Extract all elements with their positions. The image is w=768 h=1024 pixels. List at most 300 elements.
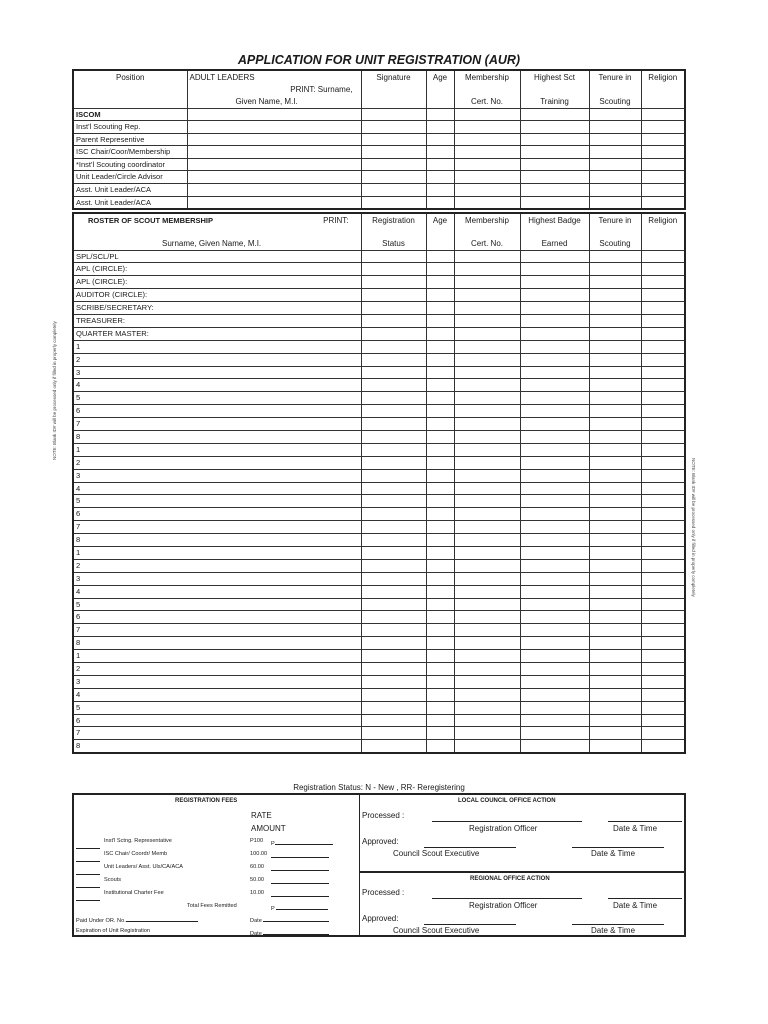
entry-cell[interactable] xyxy=(589,585,641,598)
table-row xyxy=(73,559,685,572)
entry-cell[interactable] xyxy=(361,302,426,315)
regional-council-exec: Council Scout Executive xyxy=(393,926,480,935)
entry-cell[interactable] xyxy=(589,302,641,315)
row-label: 3 xyxy=(73,366,361,379)
entry-cell[interactable] xyxy=(589,276,641,289)
paid-date-field[interactable]: Date xyxy=(250,915,329,924)
col-scouting: Scouting xyxy=(599,96,631,106)
entry-cell[interactable] xyxy=(520,559,589,572)
entry-cell[interactable] xyxy=(641,482,685,495)
entry-cell[interactable] xyxy=(454,263,520,276)
office-action-panel xyxy=(360,795,684,935)
entry-cell[interactable] xyxy=(454,727,520,740)
entry-cell[interactable] xyxy=(454,482,520,495)
entry-cell[interactable] xyxy=(589,663,641,676)
entry-cell[interactable] xyxy=(520,405,589,418)
entry-cell[interactable] xyxy=(361,327,426,340)
entry-cell[interactable] xyxy=(426,688,454,701)
entry-cell[interactable] xyxy=(589,482,641,495)
entry-cell[interactable] xyxy=(520,740,589,753)
entry-cell[interactable] xyxy=(520,572,589,585)
col-membership: Membership xyxy=(464,216,509,225)
entry-cell[interactable] xyxy=(426,585,454,598)
entry-cell[interactable] xyxy=(520,714,589,727)
col-age: Age xyxy=(432,216,448,225)
table-row xyxy=(73,392,685,405)
entry-cell[interactable] xyxy=(361,314,426,327)
entry-cell[interactable] xyxy=(454,598,520,611)
entry-cell[interactable] xyxy=(520,456,589,469)
entry-cell[interactable] xyxy=(426,559,454,572)
table-row xyxy=(73,276,685,289)
row-label: 6 xyxy=(73,714,361,727)
entry-cell[interactable] xyxy=(520,340,589,353)
entry-cell[interactable] xyxy=(361,456,426,469)
row-label: 4 xyxy=(73,379,361,392)
entry-cell[interactable] xyxy=(589,456,641,469)
row-label: SCRIBE/SECRETARY: xyxy=(73,302,361,315)
entry-cell[interactable] xyxy=(641,418,685,431)
row-label: SPL/SCL/PL xyxy=(73,250,361,263)
entry-cell[interactable] xyxy=(426,405,454,418)
entry-cell[interactable] xyxy=(589,405,641,418)
entry-cell[interactable] xyxy=(520,663,589,676)
entry-cell[interactable] xyxy=(641,508,685,521)
entry-cell[interactable] xyxy=(426,263,454,276)
entry-cell[interactable] xyxy=(426,701,454,714)
row-label: 1 xyxy=(73,443,361,456)
row-label: Asst. Unit Leader/ACA xyxy=(73,184,187,197)
entry-cell[interactable] xyxy=(454,443,520,456)
entry-cell[interactable] xyxy=(520,637,589,650)
entry-cell[interactable] xyxy=(361,392,426,405)
col-cert-no: Cert. No. xyxy=(470,96,503,106)
roster-title: ROSTER OF SCOUT MEMBERSHIP xyxy=(88,216,214,225)
entry-cell[interactable] xyxy=(589,495,641,508)
entry-cell[interactable] xyxy=(641,559,685,572)
entry-cell[interactable] xyxy=(641,546,685,559)
entry-cell[interactable] xyxy=(361,663,426,676)
entry-cell[interactable] xyxy=(520,611,589,624)
entry-cell[interactable] xyxy=(426,379,454,392)
entry-cell[interactable] xyxy=(426,495,454,508)
entry-cell[interactable] xyxy=(454,392,520,405)
fee-item-amount[interactable] xyxy=(271,864,329,873)
entry-cell[interactable] xyxy=(426,740,454,753)
table-row xyxy=(73,624,685,637)
entry-cell[interactable] xyxy=(361,546,426,559)
entry-cell[interactable] xyxy=(454,534,520,547)
entry-cell[interactable] xyxy=(589,314,641,327)
entry-cell[interactable] xyxy=(361,482,426,495)
entry-cell[interactable] xyxy=(641,430,685,443)
entry-cell[interactable] xyxy=(589,263,641,276)
entry-cell[interactable] xyxy=(520,302,589,315)
entry-cell[interactable] xyxy=(520,675,589,688)
entry-cell[interactable] xyxy=(520,276,589,289)
fee-item-rate: 100.00 xyxy=(250,851,268,857)
entry-cell[interactable] xyxy=(641,727,685,740)
entry-cell[interactable] xyxy=(426,637,454,650)
entry-cell[interactable] xyxy=(426,598,454,611)
entry-cell[interactable] xyxy=(361,366,426,379)
total-fees-label: Total Fees Remitted xyxy=(187,903,237,909)
entry-cell[interactable] xyxy=(361,276,426,289)
entry-cell[interactable] xyxy=(589,598,641,611)
entry-cell[interactable] xyxy=(426,366,454,379)
entry-cell[interactable] xyxy=(361,740,426,753)
table-row xyxy=(73,353,685,366)
entry-cell[interactable] xyxy=(426,340,454,353)
entry-cell[interactable] xyxy=(361,289,426,302)
entry-cell[interactable] xyxy=(589,379,641,392)
entry-cell[interactable] xyxy=(641,379,685,392)
entry-cell[interactable] xyxy=(520,263,589,276)
entry-cell[interactable] xyxy=(589,688,641,701)
entry-cell[interactable] xyxy=(520,418,589,431)
entry-cell[interactable] xyxy=(426,611,454,624)
entry-cell[interactable] xyxy=(589,534,641,547)
entry-cell[interactable] xyxy=(361,353,426,366)
entry-cell[interactable] xyxy=(361,701,426,714)
entry-cell[interactable] xyxy=(641,456,685,469)
entry-cell[interactable] xyxy=(454,495,520,508)
entry-cell[interactable] xyxy=(641,521,685,534)
entry-cell[interactable] xyxy=(361,469,426,482)
table-row xyxy=(73,302,685,315)
entry-cell[interactable] xyxy=(426,482,454,495)
entry-cell[interactable] xyxy=(520,482,589,495)
entry-cell[interactable] xyxy=(361,675,426,688)
entry-cell[interactable] xyxy=(520,688,589,701)
entry-cell[interactable] xyxy=(361,405,426,418)
entry-cell[interactable] xyxy=(426,353,454,366)
entry-cell[interactable] xyxy=(520,585,589,598)
entry-cell[interactable] xyxy=(641,366,685,379)
col-training: Training xyxy=(540,96,569,106)
entry-cell[interactable] xyxy=(426,546,454,559)
entry-cell[interactable] xyxy=(520,546,589,559)
entry-cell[interactable] xyxy=(641,650,685,663)
entry-cell[interactable] xyxy=(589,650,641,663)
entry-cell[interactable] xyxy=(589,392,641,405)
entry-cell[interactable] xyxy=(426,714,454,727)
entry-cell[interactable] xyxy=(361,714,426,727)
entry-cell[interactable] xyxy=(641,314,685,327)
entry-cell[interactable] xyxy=(361,443,426,456)
entry-cell[interactable] xyxy=(454,314,520,327)
entry-cell[interactable] xyxy=(454,366,520,379)
expiration-date-field[interactable]: Date xyxy=(250,928,329,937)
table-row xyxy=(73,314,685,327)
entry-cell[interactable] xyxy=(361,572,426,585)
entry-cell[interactable] xyxy=(589,624,641,637)
entry-cell[interactable] xyxy=(426,392,454,405)
table-row xyxy=(73,184,685,197)
entry-cell[interactable] xyxy=(589,418,641,431)
table-row xyxy=(73,637,685,650)
entry-cell[interactable] xyxy=(520,469,589,482)
entry-cell[interactable] xyxy=(641,740,685,753)
entry-cell[interactable] xyxy=(361,430,426,443)
entry-cell[interactable] xyxy=(520,727,589,740)
office-divider xyxy=(360,871,684,873)
entry-cell[interactable] xyxy=(426,430,454,443)
entry-cell[interactable] xyxy=(641,405,685,418)
row-label: 5 xyxy=(73,495,361,508)
entry-cell[interactable] xyxy=(589,546,641,559)
entry-cell[interactable] xyxy=(426,521,454,534)
entry-cell[interactable] xyxy=(589,289,641,302)
paid-under-field[interactable]: Paid Under OR. No. xyxy=(76,915,198,924)
entry-cell[interactable] xyxy=(520,534,589,547)
entry-cell[interactable] xyxy=(454,469,520,482)
entry-cell[interactable] xyxy=(520,379,589,392)
entry-cell[interactable] xyxy=(426,443,454,456)
local-date-time-2: Date & Time xyxy=(591,849,636,858)
entry-cell[interactable] xyxy=(589,508,641,521)
entry-cell[interactable] xyxy=(641,289,685,302)
adult-leaders-table xyxy=(72,69,686,210)
row-label: 6 xyxy=(73,405,361,418)
entry-cell[interactable] xyxy=(454,675,520,688)
entry-cell[interactable] xyxy=(426,534,454,547)
entry-cell[interactable] xyxy=(520,430,589,443)
entry-cell[interactable] xyxy=(361,495,426,508)
entry-cell[interactable] xyxy=(361,534,426,547)
entry-cell[interactable] xyxy=(641,663,685,676)
entry-cell[interactable] xyxy=(589,327,641,340)
entry-cell[interactable] xyxy=(641,276,685,289)
entry-cell[interactable] xyxy=(641,250,685,263)
entry-cell[interactable] xyxy=(454,327,520,340)
entry-cell[interactable] xyxy=(589,469,641,482)
entry-cell[interactable] xyxy=(520,366,589,379)
entry-cell[interactable] xyxy=(361,688,426,701)
total-fees-amount[interactable]: P xyxy=(271,903,328,912)
entry-cell[interactable] xyxy=(426,302,454,315)
entry-cell[interactable] xyxy=(641,534,685,547)
entry-cell[interactable] xyxy=(454,559,520,572)
entry-cell[interactable] xyxy=(454,418,520,431)
entry-cell[interactable] xyxy=(361,340,426,353)
entry-cell[interactable] xyxy=(520,250,589,263)
entry-cell[interactable] xyxy=(454,701,520,714)
entry-cell[interactable] xyxy=(641,353,685,366)
col-tenure: Tenure in xyxy=(598,73,632,82)
entry-cell[interactable] xyxy=(454,340,520,353)
fee-count-field[interactable] xyxy=(76,888,100,906)
fees-heading: REGISTRATION FEES xyxy=(175,798,238,804)
entry-cell[interactable] xyxy=(426,624,454,637)
entry-cell[interactable] xyxy=(361,624,426,637)
entry-cell[interactable] xyxy=(454,289,520,302)
entry-cell[interactable] xyxy=(454,508,520,521)
fees-rate-label: RATE xyxy=(251,811,272,820)
entry-cell[interactable] xyxy=(426,650,454,663)
entry-cell[interactable] xyxy=(641,495,685,508)
col-status: Status xyxy=(382,238,405,248)
entry-cell[interactable] xyxy=(589,714,641,727)
row-label: 7 xyxy=(73,521,361,534)
entry-cell[interactable] xyxy=(426,418,454,431)
entry-cell[interactable] xyxy=(361,250,426,263)
entry-cell[interactable] xyxy=(426,276,454,289)
regional-date-time: Date & Time xyxy=(613,901,658,910)
entry-cell[interactable] xyxy=(520,392,589,405)
entry-cell[interactable] xyxy=(361,650,426,663)
col-given-name: Given Name, M.I. xyxy=(235,96,298,106)
table-row xyxy=(73,740,685,753)
row-label: 8 xyxy=(73,430,361,443)
form-title: APPLICATION FOR UNIT REGISTRATION (AUR) xyxy=(237,53,521,67)
entry-cell[interactable] xyxy=(520,314,589,327)
entry-cell[interactable] xyxy=(520,353,589,366)
entry-cell[interactable] xyxy=(641,340,685,353)
fee-item-amount[interactable] xyxy=(271,851,329,860)
entry-cell[interactable] xyxy=(426,314,454,327)
entry-cell[interactable] xyxy=(641,714,685,727)
entry-cell[interactable] xyxy=(454,250,520,263)
row-label: 3 xyxy=(73,675,361,688)
entry-cell[interactable] xyxy=(426,327,454,340)
entry-cell[interactable] xyxy=(426,675,454,688)
entry-cell[interactable] xyxy=(520,327,589,340)
entry-cell[interactable] xyxy=(589,572,641,585)
entry-cell[interactable] xyxy=(426,456,454,469)
entry-cell[interactable] xyxy=(520,443,589,456)
entry-cell[interactable] xyxy=(641,688,685,701)
fee-item-amount[interactable] xyxy=(271,890,329,899)
entry-cell[interactable] xyxy=(361,508,426,521)
entry-cell[interactable] xyxy=(454,276,520,289)
entry-cell[interactable] xyxy=(454,611,520,624)
entry-cell[interactable] xyxy=(454,456,520,469)
fee-item-amount[interactable]: P xyxy=(271,838,333,847)
entry-cell[interactable] xyxy=(589,637,641,650)
entry-cell[interactable] xyxy=(454,650,520,663)
row-label: Parent Representive xyxy=(73,133,187,146)
entry-cell[interactable] xyxy=(520,521,589,534)
entry-cell[interactable] xyxy=(589,521,641,534)
entry-cell[interactable] xyxy=(589,675,641,688)
entry-cell[interactable] xyxy=(361,559,426,572)
entry-cell[interactable] xyxy=(520,701,589,714)
entry-cell[interactable] xyxy=(641,701,685,714)
entry-cell[interactable] xyxy=(589,250,641,263)
local-approved-label: Approved: xyxy=(362,837,399,846)
entry-cell[interactable] xyxy=(454,572,520,585)
entry-cell[interactable] xyxy=(641,443,685,456)
table-row xyxy=(73,366,685,379)
table-row xyxy=(73,495,685,508)
entry-cell[interactable] xyxy=(589,366,641,379)
entry-cell[interactable] xyxy=(361,727,426,740)
entry-cell[interactable] xyxy=(454,585,520,598)
entry-cell[interactable] xyxy=(589,611,641,624)
table-row xyxy=(73,663,685,676)
entry-cell[interactable] xyxy=(426,250,454,263)
entry-cell[interactable] xyxy=(454,688,520,701)
entry-cell[interactable] xyxy=(426,469,454,482)
entry-cell[interactable] xyxy=(520,598,589,611)
entry-cell[interactable] xyxy=(454,521,520,534)
entry-cell[interactable] xyxy=(361,637,426,650)
table-row xyxy=(73,133,685,146)
fee-item-rate: 10.00 xyxy=(250,890,264,896)
entry-cell[interactable] xyxy=(520,624,589,637)
entry-cell[interactable] xyxy=(426,508,454,521)
entry-cell[interactable] xyxy=(361,521,426,534)
entry-cell[interactable] xyxy=(520,508,589,521)
entry-cell[interactable] xyxy=(361,585,426,598)
entry-cell[interactable] xyxy=(641,675,685,688)
table-row xyxy=(73,508,685,521)
entry-cell[interactable] xyxy=(454,663,520,676)
row-label: 1 xyxy=(73,340,361,353)
entry-cell[interactable] xyxy=(589,353,641,366)
col-tenure: Tenure in xyxy=(598,216,632,225)
entry-cell[interactable] xyxy=(641,469,685,482)
entry-cell[interactable] xyxy=(454,637,520,650)
row-label: 2 xyxy=(73,559,361,572)
entry-cell[interactable] xyxy=(361,611,426,624)
entry-cell[interactable] xyxy=(454,302,520,315)
entry-cell[interactable] xyxy=(589,740,641,753)
entry-cell[interactable] xyxy=(641,637,685,650)
entry-cell[interactable] xyxy=(426,727,454,740)
entry-cell[interactable] xyxy=(641,624,685,637)
entry-cell[interactable] xyxy=(361,263,426,276)
row-label: 8 xyxy=(73,637,361,650)
entry-cell[interactable] xyxy=(641,585,685,598)
entry-cell[interactable] xyxy=(454,740,520,753)
entry-cell[interactable] xyxy=(454,430,520,443)
entry-cell[interactable] xyxy=(426,572,454,585)
entry-cell[interactable] xyxy=(589,443,641,456)
entry-cell[interactable] xyxy=(520,289,589,302)
entry-cell[interactable] xyxy=(426,663,454,676)
entry-cell[interactable] xyxy=(589,727,641,740)
fee-item-amount[interactable] xyxy=(271,877,329,886)
entry-cell[interactable] xyxy=(589,340,641,353)
entry-cell[interactable] xyxy=(589,430,641,443)
entry-cell[interactable] xyxy=(641,263,685,276)
entry-cell[interactable] xyxy=(361,418,426,431)
entry-cell[interactable] xyxy=(589,559,641,572)
entry-cell[interactable] xyxy=(454,379,520,392)
entry-cell[interactable] xyxy=(454,546,520,559)
entry-cell[interactable] xyxy=(520,650,589,663)
entry-cell[interactable] xyxy=(641,598,685,611)
entry-cell[interactable] xyxy=(454,405,520,418)
entry-cell[interactable] xyxy=(361,598,426,611)
entry-cell[interactable] xyxy=(426,289,454,302)
roster-surname: Surname, Given Name, M.I. xyxy=(162,238,262,248)
fee-item-label: Institutional Charter Fee xyxy=(104,890,164,896)
entry-cell[interactable] xyxy=(641,327,685,340)
entry-cell[interactable] xyxy=(641,572,685,585)
entry-cell[interactable] xyxy=(454,714,520,727)
entry-cell[interactable] xyxy=(454,624,520,637)
entry-cell[interactable] xyxy=(641,302,685,315)
entry-cell[interactable] xyxy=(641,392,685,405)
entry-cell[interactable] xyxy=(520,495,589,508)
entry-cell[interactable] xyxy=(361,379,426,392)
entry-cell[interactable] xyxy=(454,353,520,366)
entry-cell[interactable] xyxy=(641,611,685,624)
entry-cell[interactable] xyxy=(589,701,641,714)
